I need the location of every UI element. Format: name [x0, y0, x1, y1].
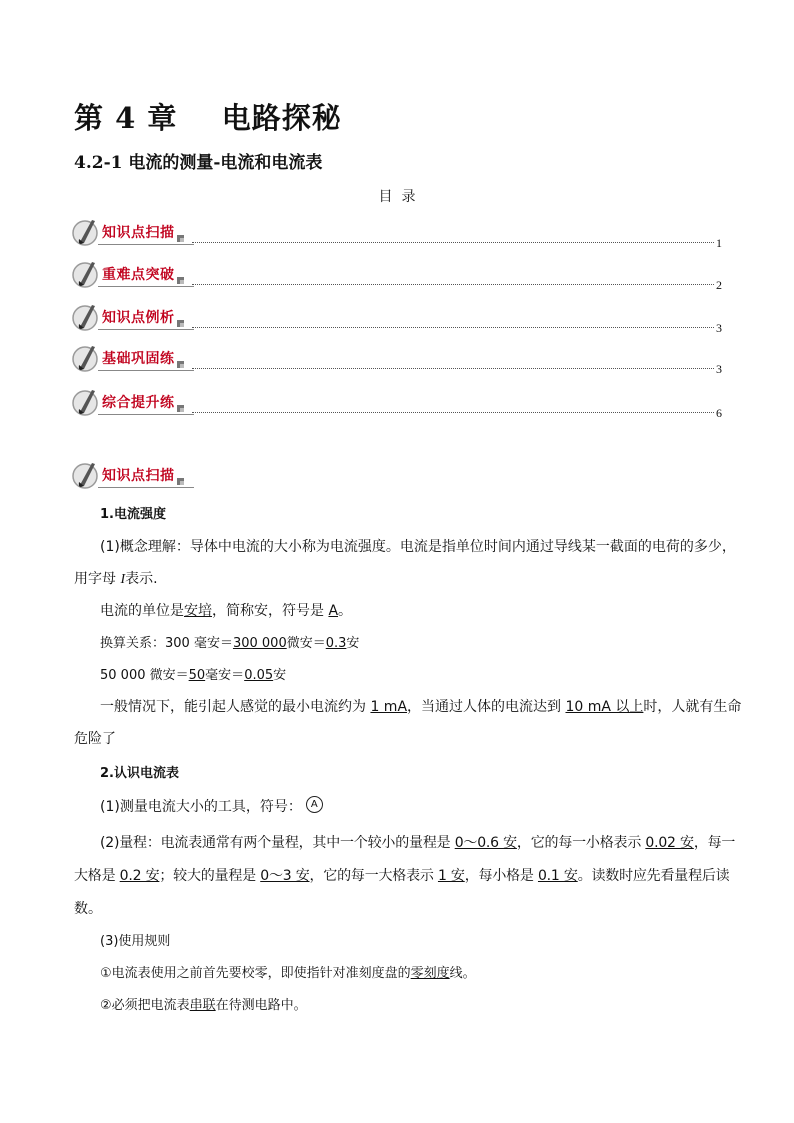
toc-leader	[192, 368, 714, 369]
toc-item-label: 知识点扫描	[102, 225, 175, 241]
section-title: 4.2-1 电流的测量-电流和电流表	[74, 153, 323, 173]
section-badge	[70, 343, 194, 373]
paragraph-conversion: 50 000 微安＝50毫安＝0.05安	[100, 668, 287, 683]
toc-page-number: 3	[716, 362, 722, 376]
heading-current-intensity: 1.电流强度	[100, 507, 166, 522]
toc-item-label: 基础巩固练	[102, 351, 175, 367]
paragraph: 用字母 I表示.	[74, 571, 158, 587]
toc-item-label: 综合提升练	[102, 395, 175, 411]
toc-leader	[192, 284, 714, 285]
badge-mark-icon	[177, 235, 184, 242]
toc-item-label: 重难点突破	[102, 267, 175, 283]
rule-item: ②必须把电流表串联在待测电路中。	[100, 998, 307, 1013]
heading-ammeter: 2.认识电流表	[100, 766, 179, 781]
badge-mark-icon	[177, 320, 184, 327]
paragraph: 数。	[74, 901, 102, 917]
section-badge	[70, 302, 194, 332]
paragraph-range: 大格是 0.2 安；较大的量程是 0～3 安，它的每一大格表示 1 安，每小格是 0.1 安。读数时应先看量程后读	[74, 868, 730, 884]
paragraph: (1)概念理解：导体中电流的大小称为电流强度。电流是指单位时间内通过导线某一截面的电荷的多少，	[100, 539, 736, 555]
toc-item-examples[interactable]	[70, 302, 722, 336]
toc-leader	[192, 327, 714, 328]
brush-icon	[70, 343, 104, 373]
toc-item-comprehensive-practice[interactable]	[70, 387, 722, 421]
section-badge	[70, 217, 194, 247]
toc-page-number: 6	[716, 406, 722, 420]
brush-icon	[70, 387, 104, 417]
paragraph-range: (2)量程：电流表通常有两个量程，其中一个较小的量程是 0～0.6 安，它的每一小格表示 0.02 安，每一	[100, 835, 736, 851]
brush-icon	[70, 217, 104, 247]
toc-page-number: 3	[716, 321, 722, 335]
brush-icon	[70, 460, 104, 490]
toc-leader	[192, 412, 714, 413]
badge-mark-icon	[177, 478, 184, 485]
rule-item: ①电流表使用之前首先要校零，即使指针对准刻度盘的零刻度线。	[100, 966, 476, 981]
brush-icon	[70, 259, 104, 289]
toc-heading: 目 录	[378, 189, 416, 205]
toc-item-knowledge-scan[interactable]	[70, 217, 722, 251]
badge-mark-icon	[177, 361, 184, 368]
paragraph-symbol: (1)测量电流大小的工具，符号： A	[100, 796, 323, 816]
paragraph-unit: 电流的单位是安培，简称安，符号是 A。	[100, 603, 353, 619]
section-badge	[70, 259, 194, 289]
toc-item-key-difficulties[interactable]	[70, 259, 722, 293]
brush-icon	[70, 302, 104, 332]
variable-i: I	[120, 572, 126, 587]
paragraph: 危险了	[74, 731, 116, 747]
chapter-title: 第 4 章 电路探秘	[74, 101, 342, 135]
paragraph-conversion: 换算关系：300 毫安＝300 000微安＝0.3安	[100, 636, 360, 651]
paragraph-safety: 一般情况下，能引起人感觉的最小电流约为 1 mA，当通过人体的电流达到 10 mA 以上时，人就有生命	[100, 699, 742, 715]
heading-usage-rules: (3)使用规则	[100, 934, 171, 949]
toc-leader	[192, 242, 714, 243]
section-badge	[70, 387, 194, 417]
section-badge	[70, 460, 194, 490]
ammeter-symbol-icon: A	[306, 796, 323, 813]
section-header-knowledge-scan	[70, 460, 200, 494]
toc-page-number: 2	[716, 278, 722, 292]
section-badge-label: 知识点扫描	[102, 468, 175, 484]
toc-item-label: 知识点例析	[102, 310, 175, 326]
badge-mark-icon	[177, 277, 184, 284]
toc-page-number: 1	[716, 236, 722, 250]
badge-mark-icon	[177, 405, 184, 412]
toc-item-basic-practice[interactable]	[70, 343, 722, 377]
